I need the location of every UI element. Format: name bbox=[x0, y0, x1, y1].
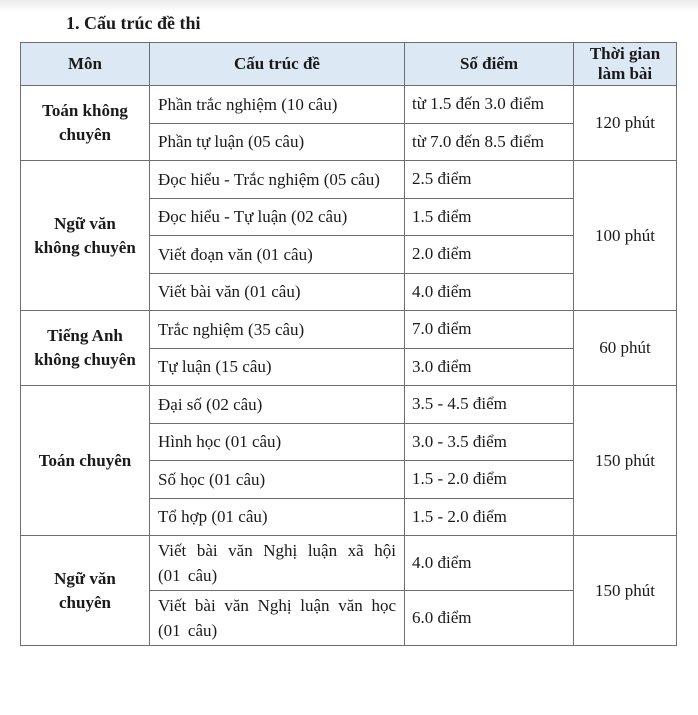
table-header-row bbox=[21, 43, 677, 86]
table-row bbox=[21, 161, 677, 199]
exam-structure-table bbox=[20, 42, 677, 646]
score-cell: 1.5 - 2.0 điểm bbox=[405, 461, 574, 499]
score-cell: 3.0 - 3.5 điểm bbox=[405, 423, 574, 461]
score-cell: 2.5 điểm bbox=[405, 161, 574, 199]
header-time bbox=[574, 43, 677, 86]
subject-line2: chuyên bbox=[59, 125, 111, 144]
score-cell: 7.0 điểm bbox=[405, 311, 574, 349]
header-time-line2: làm bài bbox=[597, 64, 653, 83]
structure-cell: Đọc hiểu - Trắc nghiệm (05 câu) bbox=[150, 161, 405, 199]
subject-cell bbox=[21, 386, 150, 536]
table-row bbox=[21, 311, 677, 349]
table-row bbox=[21, 386, 677, 424]
score-cell: 3.0 điểm bbox=[405, 348, 574, 386]
structure-cell: Viết bài văn Nghị luận văn học (01 câu) bbox=[150, 591, 405, 646]
subject-line1: Ngữ văn bbox=[54, 213, 116, 233]
section-title: 1. Cấu trúc đề thi bbox=[66, 13, 201, 33]
structure-cell: Viết bài văn (01 câu) bbox=[150, 273, 405, 311]
subject-line1: Toán chuyên bbox=[38, 450, 132, 470]
structure-cell: Phần trắc nghiệm (10 câu) bbox=[150, 86, 405, 124]
score-cell: từ 7.0 đến 8.5 điểm bbox=[405, 123, 574, 161]
score-cell: 4.0 điểm bbox=[405, 536, 574, 591]
subject-line2: không chuyên bbox=[34, 350, 136, 369]
structure-cell: Hình học (01 câu) bbox=[150, 423, 405, 461]
subject-cell bbox=[21, 86, 150, 161]
score-cell: 3.5 - 4.5 điểm bbox=[405, 386, 574, 424]
subject-line2: không chuyên bbox=[34, 237, 136, 257]
structure-cell: Viết đoạn văn (01 câu) bbox=[150, 236, 405, 274]
structure-cell: Trắc nghiệm (35 câu) bbox=[150, 311, 405, 349]
structure-cell: Phần tự luận (05 câu) bbox=[150, 123, 405, 161]
score-cell: 2.0 điểm bbox=[405, 236, 574, 274]
time-cell: 120 phút bbox=[574, 86, 677, 161]
subject-line1: Ngữ văn bbox=[54, 568, 116, 588]
score-cell: 1.5 - 2.0 điểm bbox=[405, 498, 574, 536]
subject-line1: Tiếng Anh bbox=[47, 326, 123, 345]
score-cell: 1.5 điểm bbox=[405, 198, 574, 236]
structure-cell: Đại số (02 câu) bbox=[150, 386, 405, 424]
header-structure: Cấu trúc đề bbox=[150, 43, 405, 86]
subject-cell bbox=[21, 161, 150, 311]
subject-line2: chuyên bbox=[59, 592, 111, 612]
structure-cell: Số học (01 câu) bbox=[150, 461, 405, 499]
structure-cell: Đọc hiểu - Tự luận (02 câu) bbox=[150, 198, 405, 236]
table-row bbox=[21, 536, 677, 591]
time-cell: 150 phút bbox=[574, 536, 677, 646]
time-cell: 150 phút bbox=[574, 386, 677, 536]
structure-cell: Tổ hợp (01 câu) bbox=[150, 498, 405, 536]
subject-cell bbox=[21, 311, 150, 386]
score-cell: từ 1.5 đến 3.0 điểm bbox=[405, 86, 574, 124]
header-subject: Môn bbox=[21, 43, 150, 86]
time-cell: 100 phút bbox=[574, 161, 677, 311]
score-cell: 4.0 điểm bbox=[405, 273, 574, 311]
subject-cell bbox=[21, 536, 150, 646]
structure-cell: Tự luận (15 câu) bbox=[150, 348, 405, 386]
time-cell: 60 phút bbox=[574, 311, 677, 386]
table-row bbox=[21, 86, 677, 124]
subject-line1: Toán không bbox=[42, 101, 128, 120]
structure-cell: Viết bài văn Nghị luận xã hội (01 câu) bbox=[150, 536, 405, 591]
header-time-line1: Thời gian bbox=[589, 44, 661, 63]
score-cell: 6.0 điểm bbox=[405, 591, 574, 646]
header-score: Số điểm bbox=[405, 43, 574, 86]
